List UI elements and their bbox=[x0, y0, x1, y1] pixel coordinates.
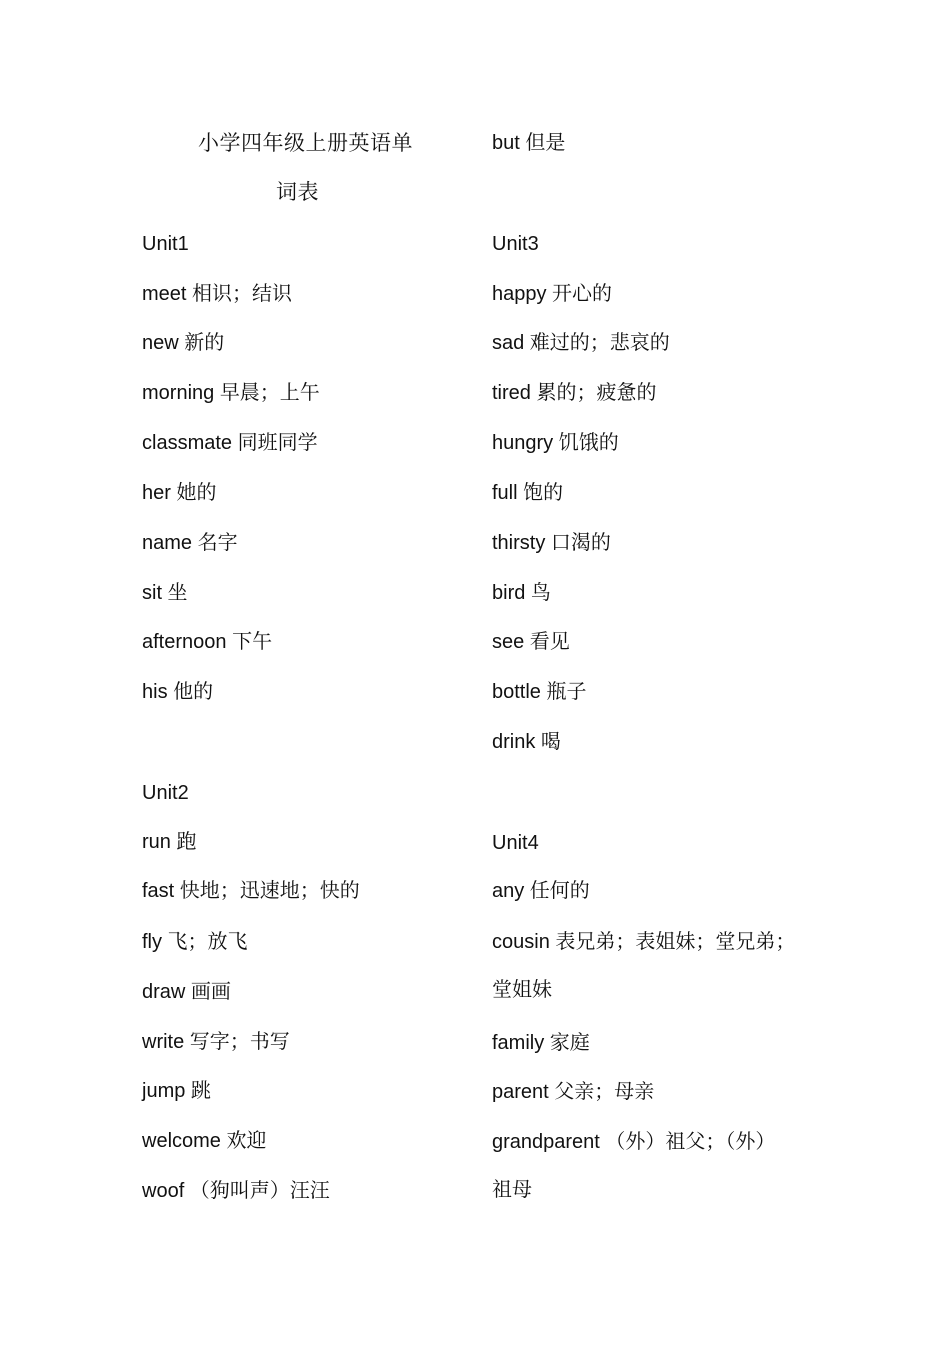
vocab-entry: morning 早晨；上午 bbox=[142, 382, 320, 404]
vocab-entry: afternoon 下午 bbox=[142, 631, 273, 653]
vocab-entry: woof （狗叫声）汪汪 bbox=[142, 1180, 330, 1202]
vocab-entry: grandparent （外）祖父；（外） bbox=[492, 1131, 776, 1153]
vocab-entry: happy 开心的 bbox=[492, 283, 613, 305]
vocab-entry: parent 父亲；母亲 bbox=[492, 1081, 655, 1103]
unit3-heading: Unit3 bbox=[492, 233, 539, 255]
page-title-line1: 小学四年级上册英语单 bbox=[198, 132, 413, 155]
vocab-entry: her 她的 bbox=[142, 482, 217, 504]
vocab-entry: sit 坐 bbox=[142, 582, 188, 604]
vocab-entry: run 跑 bbox=[142, 831, 197, 853]
vocab-entry: jump 跳 bbox=[142, 1080, 211, 1102]
vocab-entry: sad 难过的；悲哀的 bbox=[492, 332, 670, 354]
vocab-entry: see 看见 bbox=[492, 631, 570, 653]
unit4-heading: Unit4 bbox=[492, 832, 539, 854]
vocab-entry: tired 累的；疲惫的 bbox=[492, 382, 657, 404]
vocab-entry: bird 鸟 bbox=[492, 582, 551, 604]
vocab-entry: thirsty 口渴的 bbox=[492, 532, 611, 554]
vocab-entry: drink 喝 bbox=[492, 731, 561, 753]
vocab-entry-continued: 堂姐妹 bbox=[492, 979, 552, 1001]
vocab-entry: any 任何的 bbox=[492, 880, 590, 902]
vocab-entry: full 饱的 bbox=[492, 482, 564, 504]
vocab-entry: new 新的 bbox=[142, 332, 225, 354]
vocab-entry: welcome 欢迎 bbox=[142, 1130, 267, 1152]
vocab-entry: meet 相识；结识 bbox=[142, 283, 293, 305]
page-title-line2: 词表 bbox=[276, 181, 319, 204]
vocab-entry: cousin 表兄弟；表姐妹；堂兄弟； bbox=[492, 931, 796, 953]
vocab-entry: hungry 饥饿的 bbox=[492, 432, 619, 454]
unit2-heading: Unit2 bbox=[142, 782, 189, 804]
vocab-entry: classmate 同班同学 bbox=[142, 432, 318, 454]
vocab-entry: fly 飞；放飞 bbox=[142, 931, 248, 953]
vocab-entry: write 写字；书写 bbox=[142, 1031, 290, 1053]
vocab-entry: but 但是 bbox=[492, 132, 566, 154]
vocab-entry: his 他的 bbox=[142, 681, 214, 703]
vocab-entry: family 家庭 bbox=[492, 1032, 590, 1054]
vocab-entry: bottle 瓶子 bbox=[492, 681, 587, 703]
vocab-entry: draw 画画 bbox=[142, 981, 231, 1003]
vocab-entry: fast 快地；迅速地；快的 bbox=[142, 880, 360, 902]
vocab-entry: name 名字 bbox=[142, 532, 238, 554]
vocab-entry-continued: 祖母 bbox=[492, 1179, 532, 1201]
unit1-heading: Unit1 bbox=[142, 233, 189, 255]
